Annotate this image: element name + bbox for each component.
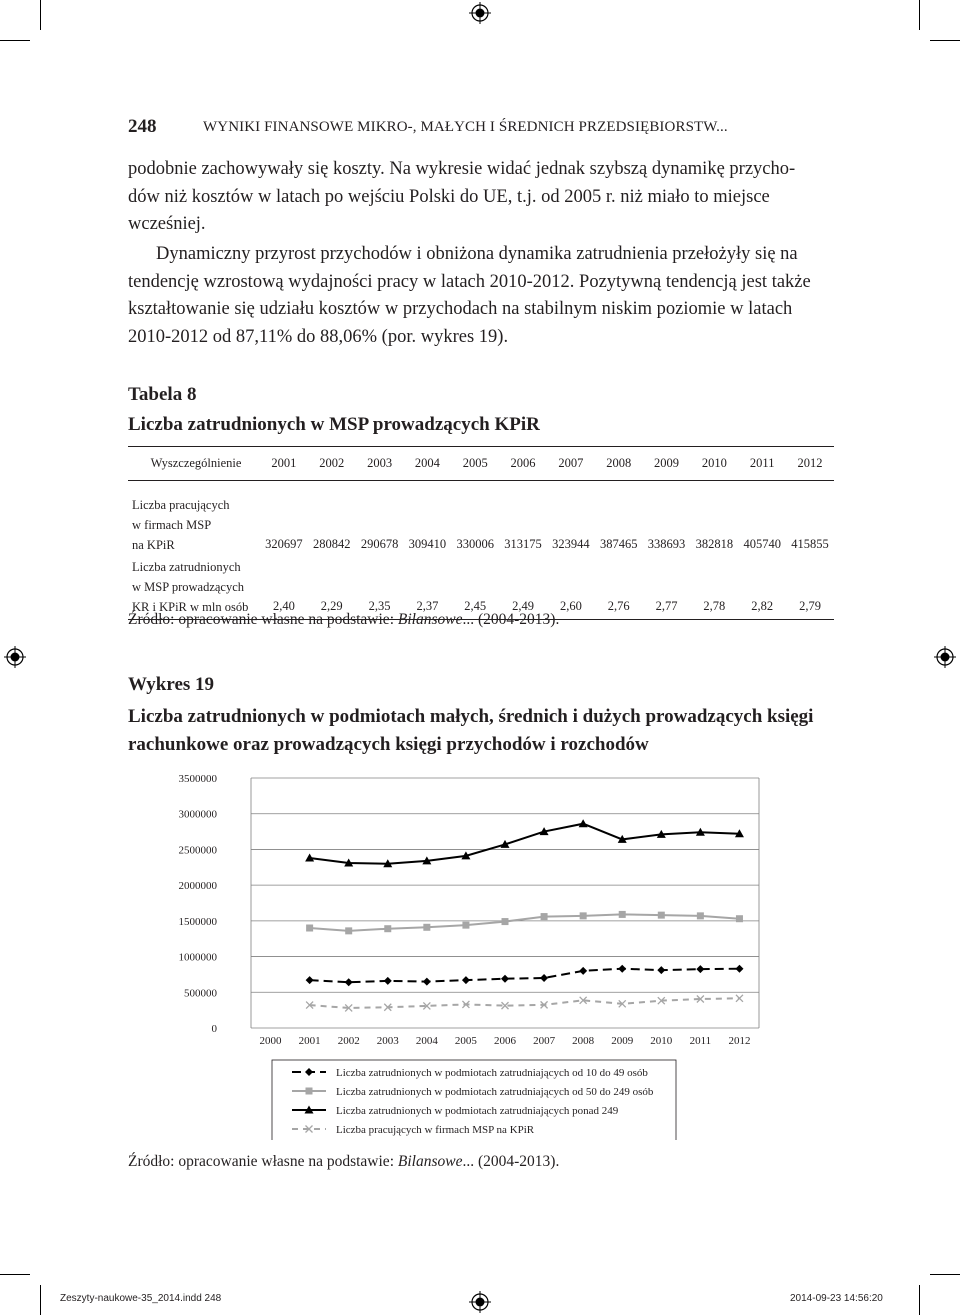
crop-mark xyxy=(40,0,41,30)
triangle-marker xyxy=(579,819,588,827)
table-header-cell: 2006 xyxy=(499,447,547,481)
crop-mark xyxy=(0,40,30,41)
square-marker xyxy=(306,925,313,932)
table-header-cell: 2005 xyxy=(451,447,499,481)
square-marker xyxy=(306,1088,313,1095)
table-cell: 2,76 xyxy=(595,557,643,620)
series-3 xyxy=(305,819,744,867)
table-row xyxy=(128,481,834,558)
y-tick-label: 3000000 xyxy=(178,808,217,821)
text-line: dów niż kosztów w latach po wejściu Polski do UE, t.j. od 2005 r. niż miało to miejsce xyxy=(128,186,770,207)
y-tick-label: 2500000 xyxy=(178,844,217,857)
x-tick-label: 2006 xyxy=(494,1035,516,1047)
x-tick-label: 2008 xyxy=(572,1035,595,1047)
table-cell: 320697 xyxy=(265,537,303,551)
legend-label: Liczba zatrudnionych w podmiotach zatrudniających ponad 249 xyxy=(336,1105,619,1117)
table-cell: 415855 xyxy=(791,537,829,551)
source-title: Bilansowe xyxy=(397,1153,463,1170)
diamond-marker xyxy=(657,966,665,974)
table-header-cell: 2012 xyxy=(786,447,834,481)
grid xyxy=(251,778,759,1028)
page-number: 248 xyxy=(128,116,157,137)
crop-mark xyxy=(930,40,960,41)
table-cell: 323944 xyxy=(552,537,590,551)
crop-mark xyxy=(40,1285,41,1315)
table-header-cell: 2002 xyxy=(308,447,356,481)
y-tick-label: 1000000 xyxy=(178,951,217,964)
diamond-marker xyxy=(306,976,314,984)
table-cell: 2,60 xyxy=(547,557,595,620)
diamond-marker xyxy=(696,965,704,973)
figure-title xyxy=(128,703,834,759)
table-cell: 2,79 xyxy=(786,557,834,620)
crop-mark xyxy=(930,1274,960,1275)
table-cell: 2,45 xyxy=(451,557,499,620)
table-source xyxy=(128,611,559,629)
y-tick-label: 500000 xyxy=(184,987,217,1000)
table-cell: 2,29 xyxy=(308,557,356,620)
series-1 xyxy=(306,965,744,987)
square-marker xyxy=(384,925,391,932)
table-cell: 338693 xyxy=(647,537,686,551)
text-line: wcześniej. xyxy=(128,214,206,234)
running-header xyxy=(128,116,832,140)
square-marker xyxy=(658,912,665,919)
series-4 xyxy=(306,995,743,1012)
x-marker xyxy=(736,995,743,1002)
square-marker xyxy=(502,918,509,925)
table-cell: 382818 xyxy=(695,537,734,551)
table-label: Tabela 8 xyxy=(128,384,197,405)
table-cell: 2,35 xyxy=(356,557,404,620)
square-marker xyxy=(580,912,587,919)
table-cell: 2,40 xyxy=(260,557,308,620)
figure-title-line: rachunkowe oraz prowadzących księgi przychodów i rozchodów xyxy=(128,734,649,755)
table-header-cell: 2011 xyxy=(738,447,786,481)
square-marker xyxy=(345,927,352,934)
table-cell: 2,82 xyxy=(738,557,786,620)
legend-label: Liczba zatrudnionych w podmiotach zatrudniających od 10 do 49 osób xyxy=(336,1067,648,1079)
table-cell: 290678 xyxy=(360,537,399,551)
diamond-marker xyxy=(540,974,548,982)
series-2 xyxy=(306,911,743,934)
table-header-cell: 2007 xyxy=(547,447,595,481)
row-label xyxy=(128,481,260,558)
square-marker xyxy=(697,912,704,919)
text-line: 2010-2012 od 87,11% do 88,06% (por. wykres 19). xyxy=(128,326,509,347)
y-tick-label: 3500000 xyxy=(178,773,217,785)
row-label-line: w firmach MSP xyxy=(132,518,212,532)
table-cell: 313175 xyxy=(504,537,542,551)
diamond-marker xyxy=(735,965,743,973)
table-cell: 387465 xyxy=(599,537,638,551)
registration-mark-icon xyxy=(4,646,26,668)
x-tick-label: 2011 xyxy=(689,1035,712,1047)
crop-mark xyxy=(0,1274,30,1275)
x-tick-label: 2009 xyxy=(611,1035,634,1047)
figure-label: Wykres 19 xyxy=(128,674,215,695)
table-header-cell: 2001 xyxy=(260,447,308,481)
table-cell: 2,77 xyxy=(643,557,691,620)
square-marker xyxy=(541,913,548,920)
legend xyxy=(272,1060,676,1140)
source-text: ... (2004-2013). xyxy=(462,1153,560,1170)
row-label-line: Liczba pracujących xyxy=(132,498,230,512)
registration-mark-icon xyxy=(469,1291,491,1313)
diamond-marker xyxy=(462,976,470,984)
source-title: Bilansowe xyxy=(397,611,463,628)
row-label-line: KR i KPiR w mln osób xyxy=(132,600,249,614)
x-tick-label: 2004 xyxy=(415,1035,438,1047)
table-cell: 2,78 xyxy=(690,557,738,620)
source-text: Źródło: opracowanie własne na podstawie: xyxy=(128,611,398,628)
table-title: Liczba zatrudnionych w MSP prowadzących KPiR xyxy=(128,414,540,435)
row-label-line: w MSP prowadzących xyxy=(132,580,245,594)
row-label-line: na KPiR xyxy=(132,538,175,552)
table-header-cell: 2003 xyxy=(356,447,404,481)
paragraph-1 xyxy=(128,156,834,239)
series-line xyxy=(310,914,740,930)
data-table xyxy=(128,446,834,620)
y-tick-label: 0 xyxy=(211,1023,217,1035)
diamond-marker xyxy=(579,967,587,975)
source-text: ... (2004-2013). xyxy=(462,611,560,628)
y-tick-label: 1500000 xyxy=(178,915,217,928)
square-marker xyxy=(423,924,430,931)
square-marker xyxy=(462,922,469,929)
diamond-marker xyxy=(345,978,353,986)
x-tick-label: 2010 xyxy=(650,1035,673,1047)
footer-file: Zeszyty-naukowe-35_2014.indd 248 xyxy=(60,1293,222,1304)
x-tick-label: 2000 xyxy=(259,1035,282,1047)
table-cell: 405740 xyxy=(743,537,781,551)
text-line: podobnie zachowywały się koszty. Na wykresie widać jednak szybszą dynamikę przycho- xyxy=(128,159,796,179)
line-chart xyxy=(120,760,780,1140)
figure-title-line: Liczba zatrudnionych w podmiotach małych, średnich i dużych prowadzących księgi xyxy=(128,706,814,727)
x-tick-label: 2005 xyxy=(454,1035,477,1047)
table-header-cell: 2008 xyxy=(595,447,643,481)
figure-source xyxy=(128,1153,559,1171)
table-cell: 280842 xyxy=(312,537,351,551)
series-line xyxy=(310,998,740,1008)
footer-timestamp: 2014-09-23 14:56:20 xyxy=(790,1293,883,1304)
paragraph-2 xyxy=(128,241,834,351)
x-tick-label: 2001 xyxy=(298,1035,321,1047)
legend-label: Liczba zatrudnionych w podmiotach zatrudniających od 50 do 249 osób xyxy=(336,1086,654,1098)
registration-mark-icon xyxy=(934,646,956,668)
table-header-cell: 2010 xyxy=(690,447,738,481)
x-tick-label: 2007 xyxy=(533,1035,556,1047)
table-header-cell: Wyszczególnienie xyxy=(128,447,260,481)
table-header-row xyxy=(128,447,834,481)
square-marker xyxy=(619,911,626,918)
table-cell: 2,49 xyxy=(499,557,547,620)
y-axis xyxy=(179,773,218,1035)
table-header-cell: 2004 xyxy=(403,447,451,481)
source-text: Źródło: opracowanie własne na podstawie: xyxy=(128,1153,398,1170)
row-label-line: Liczba zatrudnionych xyxy=(132,560,241,574)
crop-mark xyxy=(919,0,920,30)
text-line: Dynamiczny przyrost przychodów i obniżona dynamika zatrudnienia przełożyły się na xyxy=(156,244,798,264)
table-cell: 2,37 xyxy=(403,557,451,620)
x-tick-label: 2002 xyxy=(337,1035,360,1047)
square-marker xyxy=(736,915,743,922)
table-cell: 330006 xyxy=(456,537,494,551)
diamond-marker xyxy=(384,977,392,985)
series-line xyxy=(310,969,740,983)
text-line: tendencję wzrostową wydajności pracy w latach 2010-2012. Pozytywną tendencją jest także xyxy=(128,271,811,292)
running-title: WYNIKI FINANSOWE MIKRO-, MAŁYCH I ŚREDNICH PRZEDSIĘBIORSTW... xyxy=(203,119,728,135)
table-header-cell: 2009 xyxy=(643,447,691,481)
x-tick-label: 2003 xyxy=(376,1035,399,1047)
registration-mark-icon xyxy=(469,2,491,24)
diamond-marker xyxy=(423,978,431,986)
y-tick-label: 2000000 xyxy=(178,880,217,893)
diamond-marker xyxy=(618,965,626,973)
legend-label: Liczba pracujących w firmach MSP na KPiR xyxy=(336,1124,535,1136)
series-line xyxy=(310,824,740,864)
text-line: kształtowanie się udziału kosztów w przychodach na stabilnym niskim poziomie w latach xyxy=(128,299,793,319)
diamond-marker xyxy=(501,975,509,983)
series-group xyxy=(305,819,744,1011)
x-axis xyxy=(260,1035,751,1047)
crop-mark xyxy=(919,1285,920,1315)
diamond-marker xyxy=(305,1068,313,1076)
x-tick-label: 2012 xyxy=(728,1035,751,1047)
table-cell: 309410 xyxy=(408,537,447,551)
